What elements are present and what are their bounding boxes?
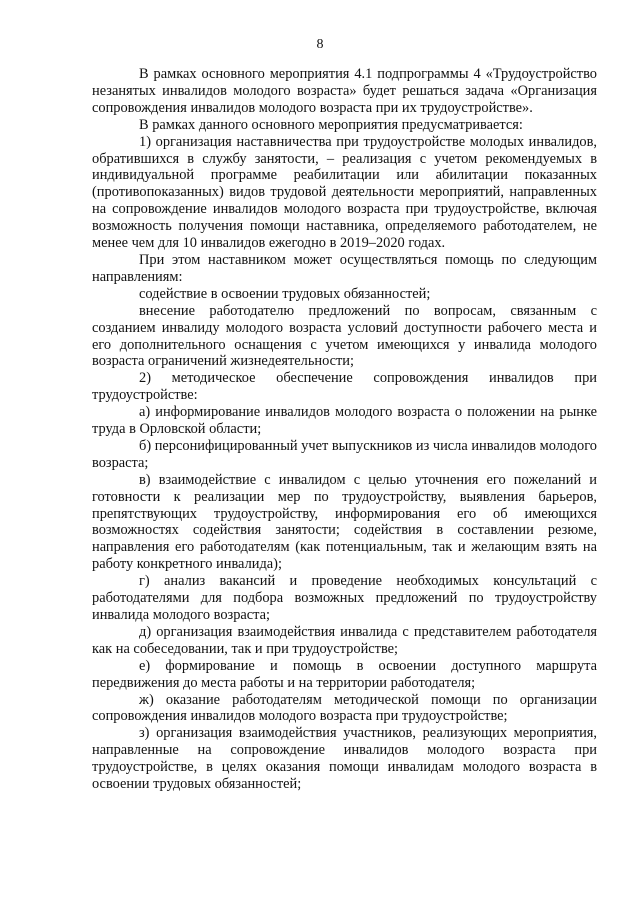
paragraph-item-2-methodical: 2) методическое обеспечение сопровождения инвалидов при трудоустройстве: [92, 370, 597, 404]
paragraph-item-g: г) анализ вакансий и проведение необходимых консультаций с работодателями для подбора возможных предложений по трудоустройству инвалида молодого возраста; [92, 573, 597, 623]
paragraph-item-1-mentoring: 1) организация наставничества при трудоустройстве молодых инвалидов, обратившихся в службу занятости, – реализация с учетом рекомендуемых в индивидуальной программе реабилитации или абилитации показанных (противопоказанных) видов трудовой деятельности мероприятий, направленных на сопровождение инвалидов молодого возраста при трудоустройстве, включая возможность получения помощи наставника, определяемого работодателем, не менее чем для 10 инвалидов ежегодно в 2019–2020 годах. [92, 133, 597, 252]
paragraph-item-e: е) формирование и помощь в освоении доступного маршрута передвижения до места работы и на территории работодателя; [92, 657, 597, 691]
paragraph-employer-proposals: внесение работодателю предложений по вопросам, связанным с созданием инвалиду молодого возраста условий доступности рабочего места и его дополнительного оснащения с учетом имеющихся у инвалида молодого возраста ограничений жизнедеятельности; [92, 302, 597, 370]
paragraph-mentor-help: При этом наставником может осуществляться помощь по следующим направлениям: [92, 251, 597, 285]
document-body [92, 66, 597, 793]
page-number: 8 [316, 37, 324, 52]
paragraph-intro: В рамках основного мероприятия 4.1 подпрограммы 4 «Трудоустройство незанятых инвалидов молодого возраста» будет решаться задача «Организация сопровождения инвалидов молодого возраста при их трудоустройстве». [92, 66, 597, 116]
paragraph-item-d: д) организация взаимодействия инвалида с представителем работодателя как на собеседовании, так и при трудоустройстве; [92, 623, 597, 657]
paragraph-item-z: з) организация взаимодействия участников, реализующих мероприятия, направленные на сопровождение инвалидов молодого возраста при трудоустройстве, в целях оказания помощи инвалидам молодого возраста в освоении трудовых обязанностей; [92, 725, 597, 793]
paragraph-item-zh: ж) оказание работодателям методической помощи по организации сопровождения инвалидов молодого возраста при трудоустройстве; [92, 691, 597, 725]
paragraph-item-b: б) персонифицированный учет выпускников из числа инвалидов молодого возраста; [92, 437, 597, 471]
paragraph-duties-assistance: содействие в освоении трудовых обязанностей; [139, 285, 431, 302]
paragraph-item-v: в) взаимодействие с инвалидом с целью уточнения его пожеланий и готовности к реализации мер по трудоустройству, выявления барьеров, препятствующих трудоустройству, информирования его об имеющихся возможностях содействия занятости; содействия в составлении резюме, направления его работодателям (как потенциальным, так и желающим взять на работу конкретного инвалида); [92, 471, 597, 573]
paragraph-item-a: а) информирование инвалидов молодого возраста о положении на рынке труда в Орловской области; [92, 404, 597, 438]
paragraph-provisions: В рамках данного основного мероприятия предусматривается: [139, 116, 523, 133]
